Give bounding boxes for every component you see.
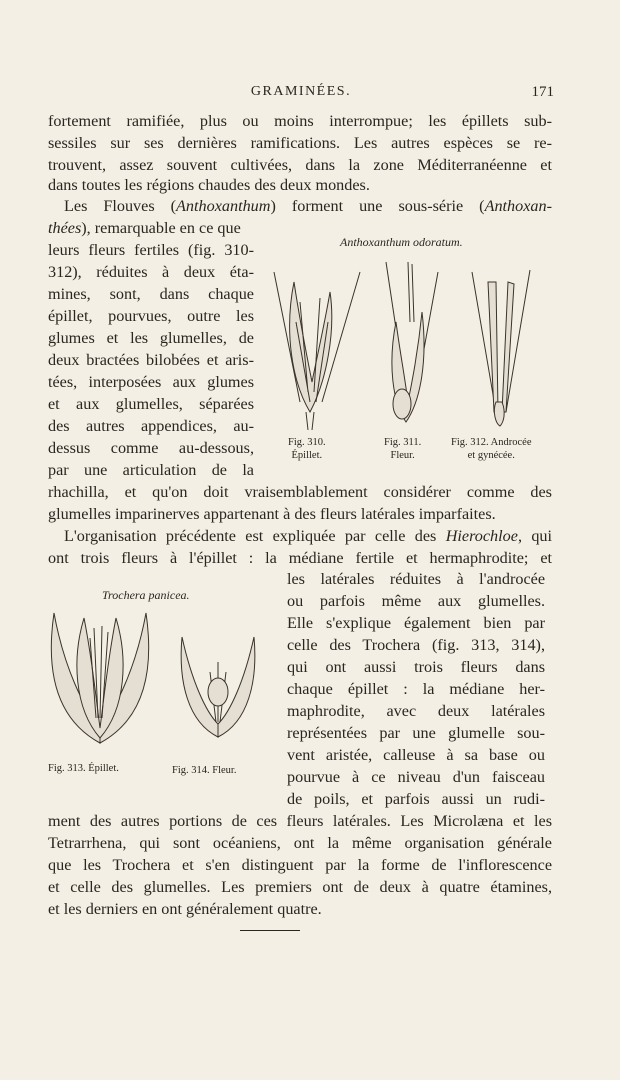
text-line: ont trois fleurs à l'épillet : la médiane fertile et hermaphrodite; et bbox=[48, 549, 552, 567]
text-line: que les Trochera et s'en distinguent par la forme de l'inflorescence bbox=[48, 856, 552, 874]
text-line: fortement ramifiée, plus ou moins interrompue; les épillets sub- bbox=[48, 112, 552, 130]
text-line: L'organisation précédente est expliquée par celle des Hierochloe, qui bbox=[64, 527, 553, 545]
text-line: sessiles sur ses dernières ramifications. Les autres espèces se re- bbox=[48, 134, 552, 152]
text-line: de poils, et parfois aussi un rudi- bbox=[287, 790, 545, 808]
androecium-gynoecium-illustration bbox=[466, 262, 536, 432]
text-line: deux bractées bilobées et aris- bbox=[48, 351, 254, 369]
text-line: ou parfois même aux glumelles. bbox=[287, 592, 545, 610]
text-line: pourvue à ce niveau d'un faisceau bbox=[287, 768, 545, 786]
text-line: mines, sont, dans chaque bbox=[48, 285, 254, 303]
text-line: Les Flouves (Anthoxanthum) forment une sous-série (Anthoxan- bbox=[64, 197, 552, 215]
text-line: qui ont aussi trois fleurs dans bbox=[287, 658, 545, 676]
text-line: et les derniers en ont généralement quatre. bbox=[48, 900, 322, 918]
end-rule bbox=[240, 930, 300, 931]
text-line: glumes et les glumelles, de bbox=[48, 329, 254, 347]
text-line: épillet, pourvues, outre les bbox=[48, 307, 254, 325]
figure-title: Trochera panicea. bbox=[102, 588, 190, 602]
text-line: trouvent, assez souvent cultivées, dans la zone Méditerranéenne et bbox=[48, 156, 552, 174]
text-line: et aux glumelles, séparées bbox=[48, 395, 254, 413]
text-line: dessus comme au-dessous, bbox=[48, 439, 254, 457]
text-line: celle des Trochera (fig. 313, 314), bbox=[287, 636, 545, 654]
text-line: chaque épillet : la médiane her- bbox=[287, 680, 545, 698]
page-number: 171 bbox=[531, 84, 554, 100]
text-line: dans toutes les régions chaudes des deux mondes. bbox=[48, 176, 370, 194]
text-line: Elle s'explique également bien par bbox=[287, 614, 545, 632]
figure-caption-311: Fig. 311. Fleur. bbox=[384, 437, 422, 461]
text-line: maphrodite, avec deux latérales bbox=[287, 702, 545, 720]
figure-caption-312: Fig. 312. Androcée et gynécée. bbox=[451, 437, 532, 461]
figure-caption-314: Fig. 314. Fleur. bbox=[172, 765, 237, 776]
figure-caption-313: Fig. 313. Épillet. bbox=[48, 763, 119, 774]
text-line: Tetrarrhena, qui sont océaniens, ont la même organisation générale bbox=[48, 834, 552, 852]
page-header bbox=[48, 84, 554, 106]
text-line: tées, interposées aux glumes bbox=[48, 373, 254, 391]
text-line: par une articulation de la bbox=[48, 461, 254, 479]
text-line: rhachilla, et qu'on doit vraisemblablement considérer comme des bbox=[48, 483, 552, 501]
text-line: thées), remarquable en ce que bbox=[48, 219, 241, 237]
trochera-flower-illustration bbox=[176, 632, 260, 742]
text-line: ment des autres portions de ces fleurs latérales. Les Microlæna et les bbox=[48, 812, 552, 830]
figure-caption-310: Fig. 310. Épillet. bbox=[288, 437, 326, 461]
text-line: les latérales réduites à l'androcée bbox=[287, 570, 545, 588]
trochera-spikelet-illustration bbox=[44, 608, 156, 748]
text-line: glumelles imparinerves appartenant à des fleurs latérales imparfaites. bbox=[48, 505, 496, 523]
figure-title: Anthoxanthum odoratum. bbox=[340, 235, 463, 249]
text-line: vent aristée, calleuse à sa base ou bbox=[287, 746, 545, 764]
text-line: et celle des glumelles. Les premiers ont de deux à quatre étamines, bbox=[48, 878, 552, 896]
flower-illustration bbox=[378, 262, 448, 432]
spikelet-illustration bbox=[270, 262, 366, 432]
text-line: des autres appendices, au- bbox=[48, 417, 254, 435]
text-line: 312), réduites à deux éta- bbox=[48, 263, 254, 281]
running-title: GRAMINÉES. bbox=[250, 84, 352, 99]
text-line: représentées par une glumelle sou- bbox=[287, 724, 545, 742]
text-line: leurs fleurs fertiles (fig. 310- bbox=[48, 241, 254, 259]
